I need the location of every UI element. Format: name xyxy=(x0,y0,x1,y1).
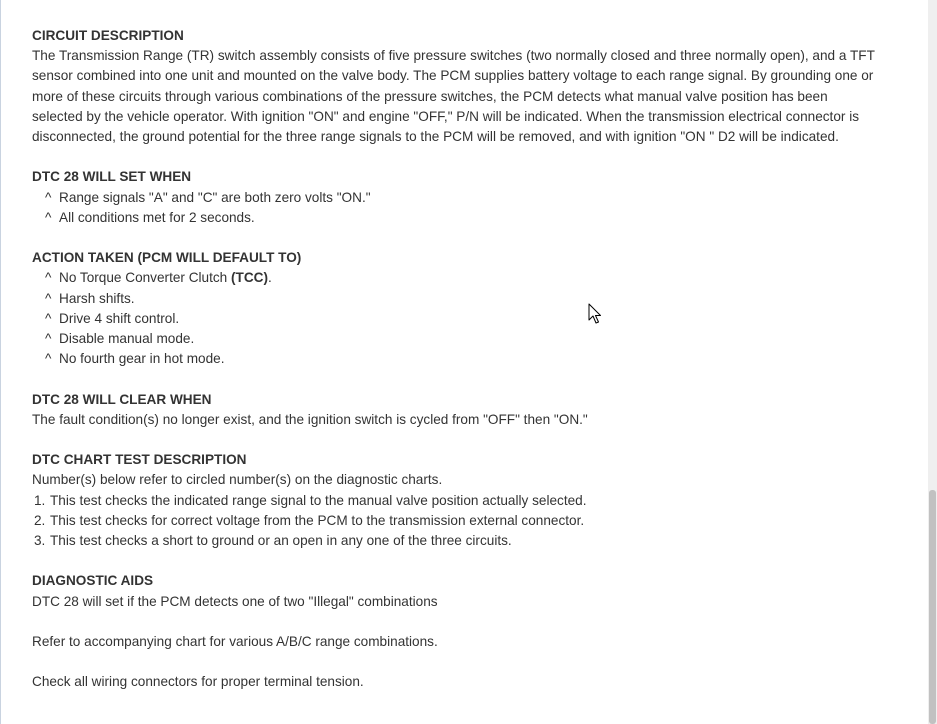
paragraph-line: The Transmission Range (TR) switch assembly consists of five pressure switches (two normally closed and three normally open), and a TFT xyxy=(32,48,875,64)
list-item xyxy=(32,329,917,349)
section-heading: DTC CHART TEST DESCRIPTION xyxy=(32,452,247,468)
tcc-abbreviation: (TCC) xyxy=(231,270,269,286)
section-heading: CIRCUIT DESCRIPTION xyxy=(32,28,184,43)
list-item-text: No Torque Converter Clutch xyxy=(59,270,232,286)
caret-bullet: ^ xyxy=(45,290,52,306)
paragraph-line: selected by the vehicle operator. With ignition "ON" and engine "OFF," P/N will be indicated. When the transmission electrical connector is xyxy=(32,108,860,124)
section-heading: DTC 28 WILL CLEAR WHEN xyxy=(32,391,212,407)
list-item-text: Range signals "A" and "C" are both zero volts "ON." xyxy=(59,189,371,205)
numbered-item-text: This test checks a short to ground or an open in any one of the three circuits. xyxy=(50,533,512,549)
paragraph-line: Number(s) below refer to circled number(s) on the diagnostic charts. xyxy=(32,472,443,488)
diagnostic-aids-section xyxy=(32,571,917,692)
item-number: 3. xyxy=(34,533,46,549)
numbered-item-text: This test checks the indicated range signal to the manual valve position actually selected. xyxy=(50,492,587,508)
list-item xyxy=(32,289,917,309)
numbered-item xyxy=(32,531,917,551)
document-content xyxy=(32,26,917,713)
list-item-text: Disable manual mode. xyxy=(59,331,195,347)
caret-bullet: ^ xyxy=(45,331,52,347)
section-heading: DIAGNOSTIC AIDS xyxy=(32,573,154,589)
list-item-text: Drive 4 shift control. xyxy=(59,310,180,326)
list-item xyxy=(32,309,917,329)
numbered-item xyxy=(32,491,917,511)
paragraph-line: DTC 28 will set if the PCM detects one of two "Illegal" combinations xyxy=(32,593,438,609)
list-item xyxy=(32,268,917,288)
list-item xyxy=(32,349,917,369)
list-item xyxy=(32,188,917,208)
arrow-pointer-icon xyxy=(588,303,602,325)
clear-when-section xyxy=(32,390,917,430)
chart-test-section xyxy=(32,450,917,551)
paragraph-line: Check all wiring connectors for proper terminal tension. xyxy=(32,674,364,690)
list-item-text: All conditions met for 2 seconds. xyxy=(59,209,255,225)
numbered-item xyxy=(32,511,917,531)
caret-bullet: ^ xyxy=(45,351,52,367)
list-item-suffix: . xyxy=(268,270,272,286)
spacer xyxy=(32,612,917,632)
numbered-item-text: This test checks for correct voltage from the PCM to the transmission external connector. xyxy=(50,512,585,528)
list-item-text: No fourth gear in hot mode. xyxy=(59,351,225,367)
list-item xyxy=(32,208,917,228)
list-item-text: Harsh shifts. xyxy=(59,290,135,306)
set-when-section xyxy=(32,167,917,228)
vertical-scrollbar[interactable] xyxy=(928,0,937,724)
scrollbar-thumb[interactable] xyxy=(929,490,936,724)
spacer xyxy=(32,652,917,672)
caret-bullet: ^ xyxy=(45,310,52,326)
action-taken-section xyxy=(32,248,917,369)
paragraph-line: disconnected, the ground potential for the three range signals to the PCM will be removed, and with ignition "ON " D2 will be indicated. xyxy=(32,129,839,145)
section-heading: DTC 28 WILL SET WHEN xyxy=(32,169,192,185)
item-number: 2. xyxy=(34,512,46,528)
paragraph-line: The fault condition(s) no longer exist, and the ignition switch is cycled from "OFF" then "ON." xyxy=(32,411,588,427)
paragraph-line: Refer to accompanying chart for various A/B/C range combinations. xyxy=(32,634,438,649)
circuit-description-section xyxy=(32,26,917,147)
paragraph-line: sensor combined into one unit and mounted on the valve body. The PCM supplies battery voltage to each range signal. By grounding one or xyxy=(32,68,874,84)
caret-bullet: ^ xyxy=(45,270,52,286)
caret-bullet: ^ xyxy=(45,209,52,225)
item-number: 1. xyxy=(34,492,46,508)
caret-bullet: ^ xyxy=(45,189,52,205)
section-heading: ACTION TAKEN (PCM WILL DEFAULT TO) xyxy=(32,250,302,266)
paragraph-line: more of these circuits through various combinations of the pressure switches, the PCM detects what manual valve position has been xyxy=(32,88,828,104)
